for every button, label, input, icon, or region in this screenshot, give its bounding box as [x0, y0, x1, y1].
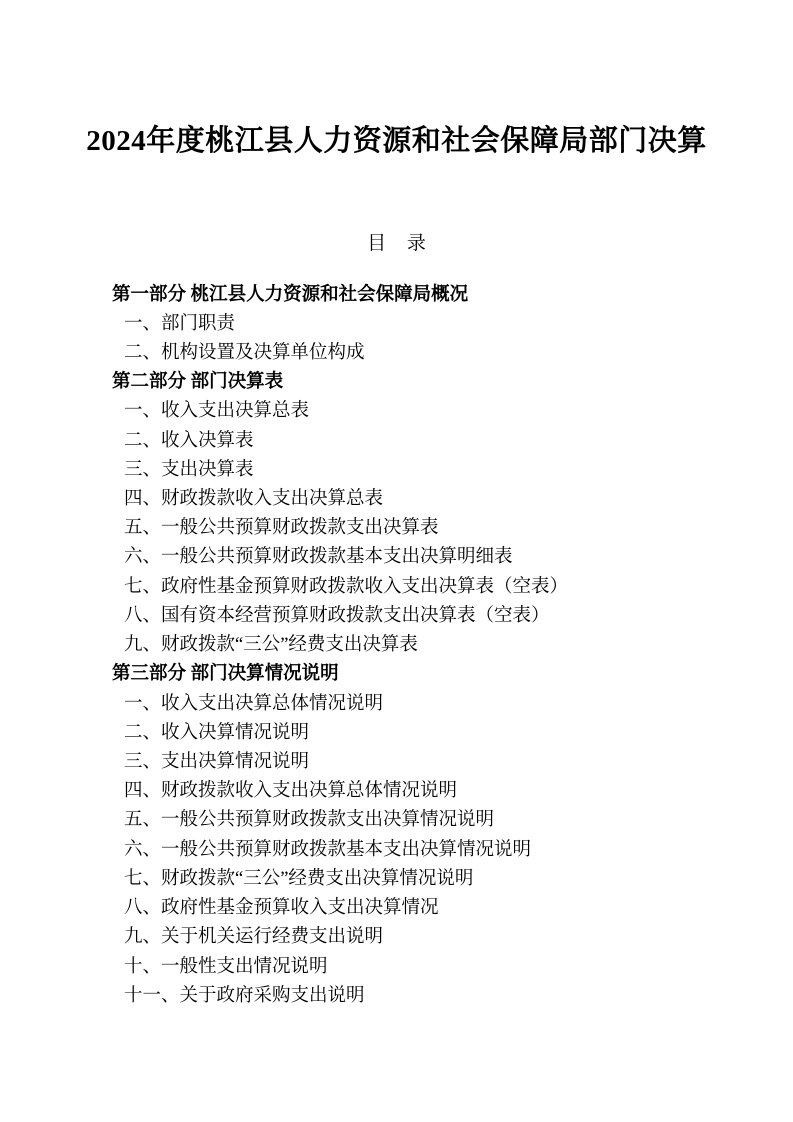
toc-entry[interactable]: 五、一般公共预算财政拨款支出决算表	[124, 518, 439, 539]
toc-entry[interactable]: 八、国有资本经营预算财政拨款支出决算表（空表）	[124, 605, 550, 626]
toc-entry[interactable]: 七、政府性基金预算财政拨款收入支出决算表（空表）	[124, 576, 569, 597]
toc-entry[interactable]: 十一、关于政府采购支出说明	[124, 985, 365, 1006]
table-of-contents	[84, 255, 709, 1011]
toc-entry[interactable]: 二、收入决算情况说明	[124, 722, 310, 743]
toc-section[interactable]: 第三部分 部门决算情况说明	[112, 664, 339, 685]
toc-entry[interactable]: 八、政府性基金预算收入支出决算情况	[124, 898, 439, 919]
toc-entry[interactable]: 五、一般公共预算财政拨款支出决算情况说明	[124, 810, 495, 831]
toc-entry[interactable]: 四、财政拨款收入支出决算总表	[124, 489, 384, 510]
toc-entry[interactable]: 一、收入支出决算总表	[124, 401, 310, 422]
toc-entry[interactable]: 一、部门职责	[124, 313, 236, 334]
toc-section[interactable]: 第二部分 部门决算表	[112, 372, 284, 393]
toc-entry[interactable]: 四、财政拨款收入支出决算总体情况说明	[124, 781, 458, 802]
toc-heading: 目 录	[367, 232, 434, 254]
toc-entry[interactable]: 三、支出决算表	[124, 459, 254, 480]
toc-entry[interactable]: 三、支出决算情况说明	[124, 752, 310, 772]
toc-entry[interactable]: 一、收入支出决算总体情况说明	[124, 693, 384, 714]
toc-entry[interactable]: 二、机构设置及决算单位构成	[124, 342, 365, 363]
toc-entry[interactable]: 二、收入决算表	[124, 430, 254, 451]
toc-entry[interactable]: 九、财政拨款“三公”经费支出决算表	[124, 635, 418, 656]
toc-section[interactable]: 第一部分 桃江县人力资源和社会保障局概况	[112, 284, 469, 305]
toc-entry[interactable]: 十、一般性支出情况说明	[124, 956, 328, 977]
toc-entry[interactable]: 九、关于机关运行经费支出说明	[124, 927, 384, 948]
toc-entry[interactable]: 六、一般公共预算财政拨款基本支出决算明细表	[124, 547, 513, 568]
page-title: 2024年度桃江县人力资源和社会保障局部门决算	[86, 125, 707, 157]
toc-entry[interactable]: 六、一般公共预算财政拨款基本支出决算情况说明	[124, 839, 532, 860]
toc-entry[interactable]: 七、财政拨款“三公”经费支出决算情况说明	[124, 868, 474, 889]
